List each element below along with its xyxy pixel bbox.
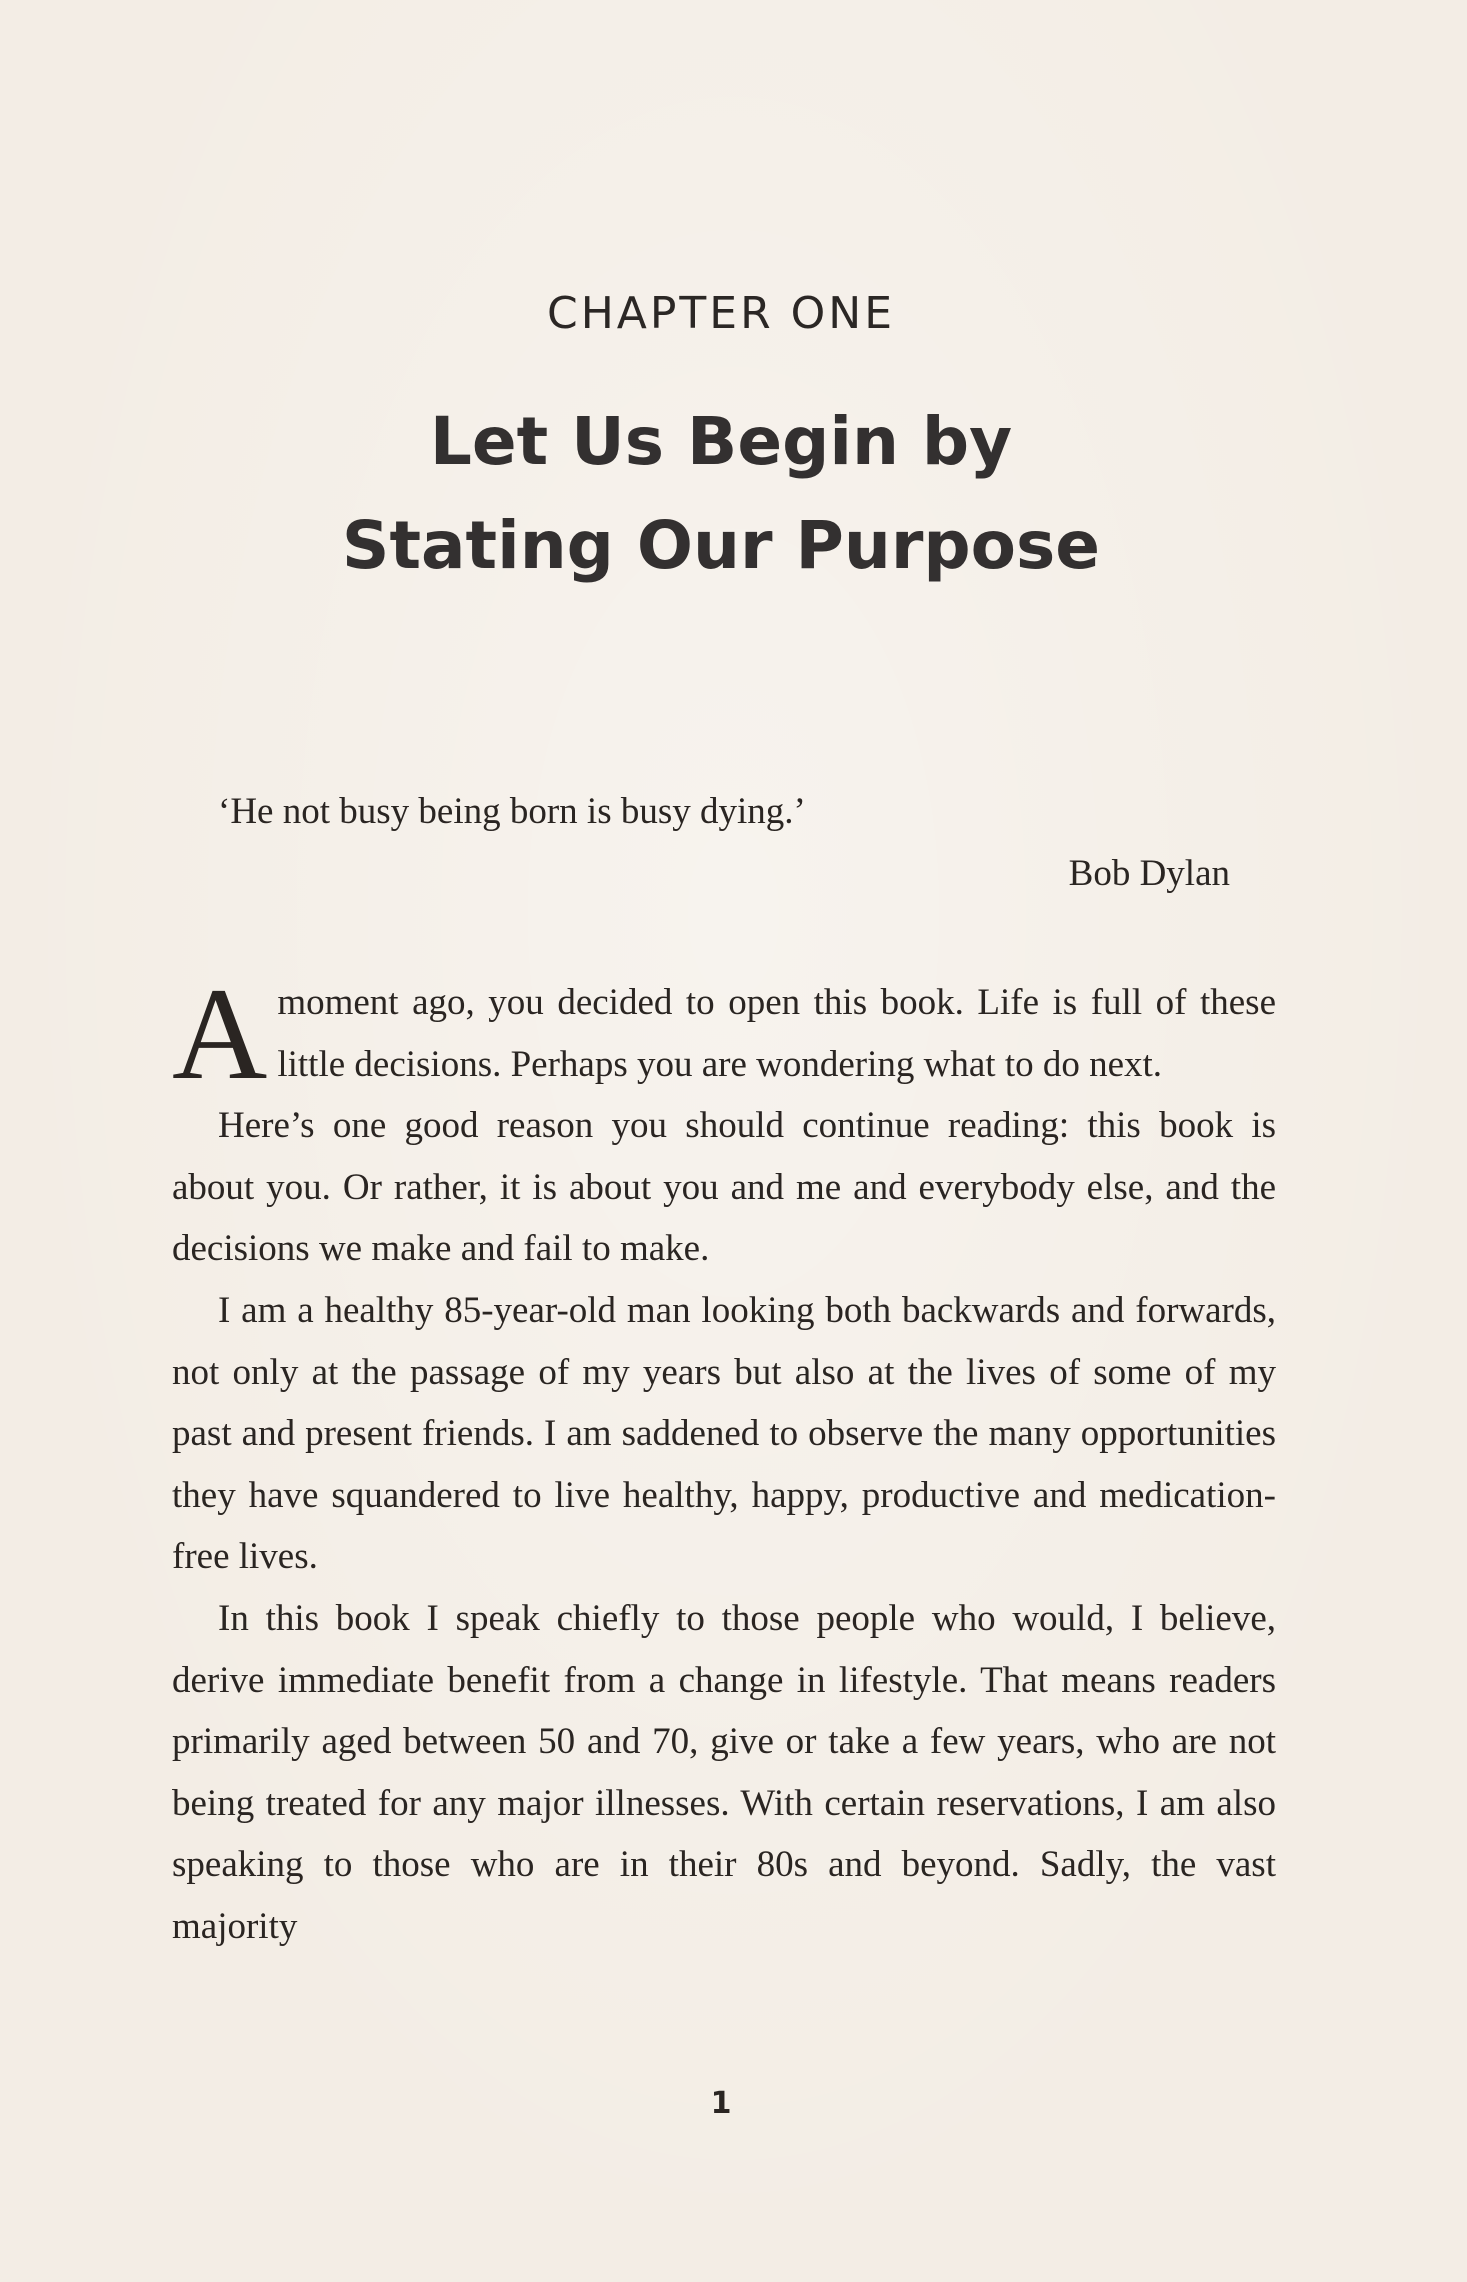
paragraph-4: In this book I speak chiefly to those people who would, I believe, derive immediate benefit from a change in lifestyle. That means readers primarily aged between 50 and 70, give or take a few years, who are not being treated for any major illnesses. With certain reservations, I am also speaking to those who are in their 80s and beyond. Sadly, the vast majority	[172, 1597, 1276, 1947]
epigraph-author: Bob Dylan	[1068, 853, 1230, 894]
paragraph-1	[172, 960, 1276, 1107]
body-text	[172, 960, 1276, 1958]
paragraph-1-text: moment ago, you decided to open this book. Life is full of these little decisions. Perhaps you are wondering what to do next.	[277, 982, 1276, 1085]
paragraph-2: Here’s one good reason you should continue reading: this book is about you. Or rather, it is about you and me and everybody else, and the decisions we make and fail to make.	[172, 1105, 1276, 1270]
chapter-title-line-1: Let Us Begin by	[429, 403, 1013, 480]
drop-cap: A	[172, 960, 268, 1107]
page-number: 1	[710, 2086, 732, 2121]
chapter-title-line-2: Stating Our Purpose	[341, 507, 1101, 584]
chapter-label: CHAPTER ONE	[546, 288, 896, 339]
chapter-title	[0, 390, 1442, 598]
paragraph-3: I am a healthy 85-year-old man looking both backwards and forwards, not only at the passage of my years but also at the lives of some of my past and present friends. I am saddened to observe the many opportunities they have squandered to live healthy, happy, productive and medication-free lives.	[172, 1289, 1276, 1578]
epigraph-quote: ‘He not busy being born is busy dying.’	[218, 791, 806, 832]
